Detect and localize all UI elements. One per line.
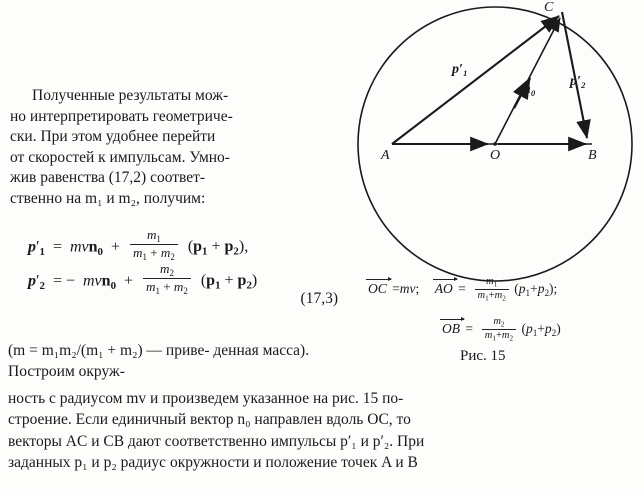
- figure-15: [348, 2, 640, 302]
- figure-label-c: C: [544, 0, 554, 15]
- left-paragraph-line-0: Полученные результаты мож-: [32, 87, 229, 104]
- left-paragraph-line-3: от скоростей к импульсам. Умно-: [10, 148, 230, 166]
- figure-label-a: A: [381, 148, 390, 163]
- left-paragraph-line-5: ственно на m₁ и m₂, получим:: [10, 190, 206, 208]
- formula-line-2: $p'_2$ = − mvn$_0$ + $\frac{m_2}{m_1 + m_2}$ $(p_1 + p_2)$: [28, 261, 258, 297]
- formula-number: (17,3): [300, 290, 338, 307]
- bottom-wide-line-3: заданных p₁ и p₂ радиус окружности и положение точек A и B: [8, 454, 418, 472]
- vector-ac-p1: [392, 16, 559, 144]
- figure-caption: Рис. 15: [460, 348, 506, 364]
- figure-label-o: O: [490, 148, 501, 163]
- left-paragraph-line-1: но интерпретировать геометриче-: [10, 107, 233, 125]
- left-paragraph-line-4: жив равенства (17,2) соответ-: [10, 169, 206, 187]
- bottom-wide-line-1: строение. Если единичный вектор n₀ направлен вдоль OC, то: [8, 411, 411, 429]
- figure-label-b: B: [588, 148, 597, 163]
- formula-line-1: $p'_1 = mvn_0$ + $\frac{m_1}{m_1 + m_2}$ $(p_1 + p_2)$,: [28, 227, 249, 263]
- figure-label-p1: p′₁: [452, 62, 468, 77]
- bottom-wide-line-2: векторы AC и CB дают соответственно импульсы p′₁ и p′₂. При: [8, 432, 425, 450]
- figure-label-p2: p′₂: [570, 74, 586, 89]
- figure-formula-ob-row: OB = $\frac{m_2}{m_1+m_2}$ $(p_1+p_2)$: [442, 316, 561, 343]
- bottom-narrow-line-1: денная масса). Построим окруж-: [8, 342, 310, 381]
- bottom-narrow-line-0: (m = m₁m₂/(m₁ + m₂) — приве-: [8, 342, 210, 359]
- bottom-text-narrow: [8, 340, 340, 383]
- left-paragraph: [10, 86, 340, 210]
- bottom-wide-line-0: ность с радиусом mv и произведем указанное на рис. 15 по-: [8, 390, 404, 407]
- left-paragraph-line-2: ски. При этом удобнее перейти: [10, 128, 216, 146]
- figure-formulas: [366, 276, 634, 346]
- bottom-text-wide: [8, 388, 636, 474]
- formula-block: [14, 227, 344, 307]
- point-o-dot: [493, 142, 497, 146]
- figure-formula-oc-row: OC =mv; AO = $\frac{m_1}{m_1+m_2}$ $(p_1+p_2)$;: [368, 276, 558, 303]
- figure-label-n0: n₀: [523, 82, 536, 97]
